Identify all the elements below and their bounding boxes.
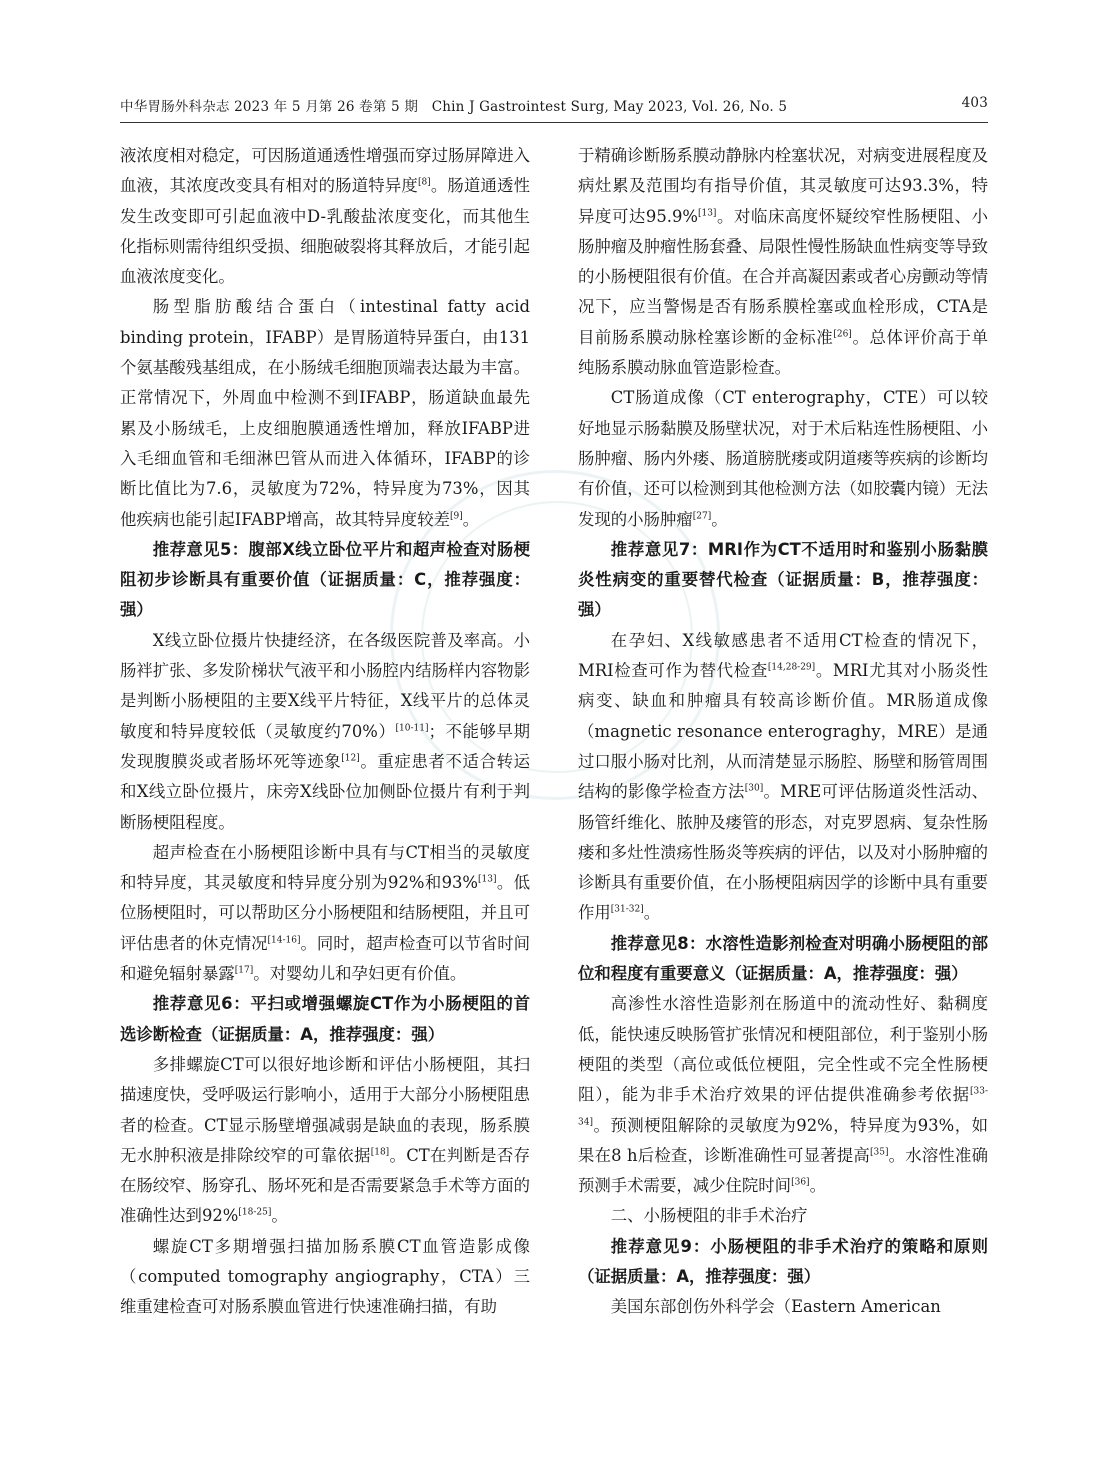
header-rule	[120, 122, 988, 123]
citation: [13]	[478, 874, 497, 885]
left-column	[120, 141, 530, 1391]
citation: [9]	[449, 511, 463, 522]
citation: [13]	[697, 208, 717, 219]
citation: [17]	[234, 965, 254, 976]
paragraph-east: 美国东部创伤外科学会（Eastern American	[610, 1297, 941, 1317]
paragraph-mri: 在孕妇、X线敏感患者不适用CT检查的情况下，MRI检查可作为替代检查[14,28-29]。MRI尤其对小肠炎性病变、缺血和肿瘤具有较高诊断价值。MR肠道成像（magnetic resonance enterograghy，MRE）是通过口服小肠对比剂，从而清楚显示肠腔、肠壁和肠管周围结构的影像学检查方法[30]。MRE可评估肠道炎性活动、肠管纤维化、脓肿及瘘管的形态，对克罗恩病、复杂性肠瘘和多灶性溃疡性肠炎等疾病的评估，以及对小肠肿瘤的诊断具有重要价值，在小肠梗阻病因学的诊断中具有重要作用[31-32]。	[578, 630, 988, 923]
citation: [31-32]	[610, 904, 644, 915]
recommendation-6: 推荐意见6：平扫或增强螺旋CT作为小肠梗阻的首选诊断检查（证据质量：A，推荐强度：强）	[120, 994, 530, 1044]
citation: [18]	[370, 1147, 390, 1158]
paragraph-xray: X线立卧位摄片快捷经济，在各级医院普及率高。小肠袢扩张、多发阶梯状气液平和小肠腔内结肠样内容物影是判断小肠梗阻的主要X线平片特征，X线平片的总体灵敏度和特异度较低（灵敏度约70%）[10-11]；不能够早期发现腹膜炎或者肠坏死等迹象[12]。重症患者不适合转运和X线立卧位摄片，床旁X线卧位加侧卧位摄片有利于判断肠梗阻程度。	[120, 630, 530, 832]
recommendation-8: 推荐意见8：水溶性造影剂检查对明确小肠梗阻的部位和程度有重要意义（证据质量：A，推荐强度：强）	[578, 933, 988, 984]
paragraph-ultrasound: 超声检查在小肠梗阻诊断中具有与CT相当的灵敏度和特异度，其灵敏度和特异度分别为92%和93%[13]。低位肠梗阻时，可以帮助区分小肠梗阻和结肠梗阻，并且可评估患者的休克情况[14-16]。同时，超声检查可以节省时间和避免辐射暴露[17]。对婴幼儿和孕妇更有价值。	[120, 842, 530, 984]
citation: [30]	[744, 783, 764, 794]
recommendation-5: 推荐意见5：腹部X线立卧位平片和超声检查对肠梗阻初步诊断具有重要价值（证据质量：C，推荐强度：强）	[120, 539, 530, 620]
citation: [33-34]	[578, 1086, 988, 1128]
recommendation-9: 推荐意见9：小肠梗阻的非手术治疗的策略和原则（证据质量：A，推荐强度：强）	[578, 1236, 988, 1286]
running-header	[120, 95, 988, 119]
paragraph-cta: 螺旋CT多期增强扫描加肠系膜CT血管造影成像（computed tomography angiography，CTA）三维重建检查可对肠系膜血管进行快速准确扫描，有助	[120, 1236, 530, 1317]
citation: [35]	[869, 1147, 889, 1158]
paragraph-dlactate: 液浓度相对稳定，可因肠道通透性增强而穿过肠屏障进入血液，其浓度改变具有相对的肠道特异度[8]。肠道通透性发生改变即可引起血液中D-乳酸盐浓度变化，而其他生化指标则需待组织受损、细胞破裂将其释放后，才能引起血液浓度变化。	[120, 146, 530, 287]
citation: [27]	[692, 511, 712, 522]
paragraph-cta-cont: 于精确诊断肠系膜动静脉内栓塞状况，对病变进展程度及病灶累及范围均有指导价值，其灵敏度可达93.3%，特异度可达95.9%[13]。对临床高度怀疑绞窄性肠梗阻、小肠肿瘤及肿瘤性肠套叠、局限性慢性肠缺血性病变等导致的小肠梗阻很有价值。在合并高凝因素或者心房颤动等情况下，应当警惕是否有肠系膜栓塞或血栓形成，CTA是目前肠系膜动脉栓塞诊断的金标准[26]。总体评价高于单纯肠系膜动脉血管造影检查。	[578, 146, 988, 378]
right-column	[578, 141, 988, 1391]
page-number: 403	[961, 95, 988, 111]
citation: [14-16]	[267, 935, 301, 946]
paragraph-ifabp: 肠型脂肪酸结合蛋白（intestinal fatty acid binding protein，IFABP）是胃肠道特异蛋白，由131个氨基酸残基组成，在小肠绒毛细胞顶端表达最为丰富。正常情况下，外周血中检测不到IFABP，肠道缺血最先累及小肠绒毛，上皮细胞膜通透性增加，释放IFABP进入毛细血管和毛细淋巴管从而进入体循环，IFABP的诊断比值比为7.6，灵敏度为72%，特异度为73%，因其他疾病也能引起IFABP增高，故其特异度较差[9]。	[120, 297, 530, 529]
citation: [12]	[341, 753, 360, 764]
paragraph-ct: 多排螺旋CT可以很好地诊断和评估小肠梗阻，其扫描速度快，受呼吸运行影响小，适用于大部分小肠梗阻患者的检查。CT显示肠壁增强减弱是缺血的表现，肠系膜无水肿积液是排除绞窄的可靠依据[18]。CT在判断是否存在肠绞窄、肠穿孔、肠坏死和是否需要紧急手术等方面的准确性达到92%[18-25]。	[120, 1054, 530, 1226]
citation: [14,28-29]	[767, 662, 816, 673]
citation: [8]	[417, 177, 431, 188]
section-heading-nonsurgical: 二、小肠梗阻的非手术治疗	[610, 1206, 808, 1226]
citation: [10-11]	[395, 723, 429, 734]
paragraph-cte: CT肠道成像（CT enterography，CTE）可以较好地显示肠黏膜及肠壁状况，对于术后粘连性肠梗阻、小肠肿瘤、肠内外瘘、肠道膀胱瘘或阴道瘘等疾病的诊断均有价值，还可以检测到其他检测方法（如胶囊内镜）无法发现的小肠肿瘤[27]。	[578, 388, 988, 529]
paragraph-contrast: 高渗性水溶性造影剂在肠道中的流动性好、黏稠度低，能快速反映肠管扩张情况和梗阻部位，利于鉴别小肠梗阻的类型（高位或低位梗阻，完全性或不完全性肠梗阻），能为非手术治疗效果的评估提供准确参考依据[33-34]。预测梗阻解除的灵敏度为92%，特异度为93%，如果在8 h后检查，诊断准确性可显著提高[35]。水溶性准确预测手术需要，减少住院时间[36]。	[578, 994, 988, 1196]
citation: [36]	[791, 1177, 810, 1188]
citation: [26]	[833, 329, 852, 340]
citation: [18-25]	[238, 1207, 272, 1218]
recommendation-7: 推荐意见7：MRI作为CT不适用时和鉴别小肠黏膜炎性病变的重要替代检查（证据质量：B，推荐强度：强）	[578, 539, 988, 620]
journal-citation: 中华胃肠外科杂志 2023 年 5 月第 26 卷第 5 期 Chin J Gastrointest Surg, May 2023, Vol. 26, No. 5	[120, 99, 788, 115]
